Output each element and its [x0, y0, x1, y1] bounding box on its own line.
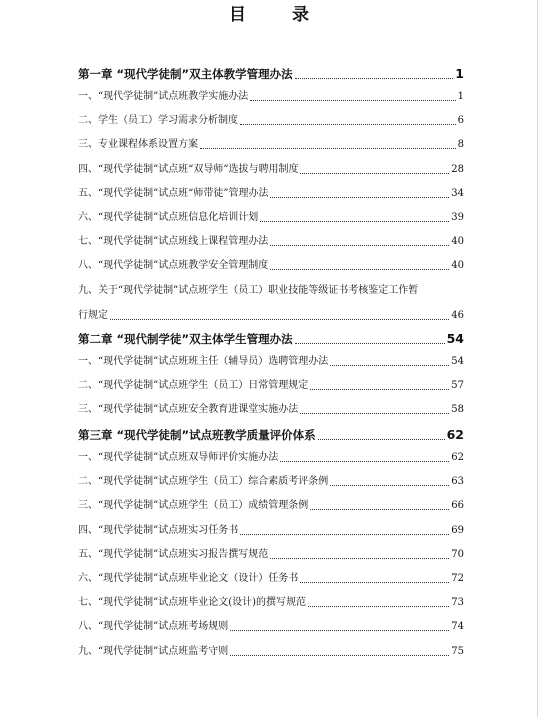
- dot-leader: [270, 558, 449, 559]
- dot-leader: [300, 413, 449, 414]
- toc-page-number: 75: [451, 645, 464, 657]
- dot-leader: [310, 509, 449, 510]
- dot-leader: [230, 630, 449, 631]
- toc-page-number: 40: [451, 260, 464, 272]
- dot-leader: [295, 78, 454, 79]
- toc-page-number: 74: [451, 621, 464, 633]
- toc-entry-label-line2: 行规定: [78, 309, 108, 321]
- toc-entry-label: 八、“现代学徒制”试点班教学安全管理制度: [78, 260, 269, 272]
- toc-entry[interactable]: [78, 355, 464, 369]
- toc-chapter-heading[interactable]: [78, 331, 464, 347]
- toc-entry[interactable]: [78, 451, 464, 465]
- toc-entry-label: 二、“现代学徒制”试点班学生（员工）日常管理规定: [78, 379, 309, 391]
- toc-entry-label: 六、“现代学徒制”试点班信息化培训计划: [78, 211, 259, 223]
- toc-entry[interactable]: [78, 259, 464, 273]
- toc-entry[interactable]: [78, 163, 464, 177]
- toc-page-number: 1: [457, 91, 464, 102]
- dot-leader: [260, 221, 449, 222]
- toc-page-number: 1: [455, 66, 464, 81]
- toc-entry-label: 一、“现代学徒制”试点班双导师评价实施办法: [78, 452, 279, 464]
- toc-entry[interactable]: [78, 211, 464, 225]
- dot-leader: [250, 100, 455, 101]
- toc-page-number: 58: [451, 403, 464, 415]
- toc-entry-label: 九、“现代学徒制”试点班监考守则: [78, 645, 229, 657]
- toc-entry[interactable]: [78, 572, 464, 586]
- toc-chapter-label: 第一章 “现代学徒制”双主体教学管理办法: [78, 67, 293, 81]
- dot-leader: [240, 534, 449, 535]
- dot-leader: [330, 365, 449, 366]
- toc-page-number: 39: [451, 211, 464, 223]
- toc-entry-label: 三、“现代学徒制”试点班学生（员工）成绩管理条例: [78, 500, 309, 512]
- toc-page-number: 73: [451, 597, 464, 609]
- dot-leader: [200, 148, 456, 149]
- toc-page-number: 62: [446, 427, 464, 443]
- dot-leader: [270, 245, 449, 246]
- toc-page-number: 57: [451, 379, 464, 391]
- toc-entry[interactable]: [78, 499, 464, 513]
- dot-leader: [330, 485, 449, 486]
- toc-entry-label: 八、“现代学徒制”试点班考场规则: [78, 621, 229, 633]
- dot-leader: [270, 269, 449, 270]
- dot-leader: [110, 319, 449, 320]
- toc-entry-row: [78, 309, 464, 323]
- toc-entry[interactable]: [78, 90, 464, 104]
- toc-entry-label: 三、“现代学徒制”试点班安全教育进课堂实施办法: [78, 403, 299, 415]
- toc-entry[interactable]: [78, 187, 464, 201]
- toc-chapter-label: 第三章 “现代学徒制”试点班教学质量评价体系: [78, 428, 316, 443]
- toc-chapter-heading[interactable]: [78, 66, 464, 82]
- toc-page-number: 8: [457, 139, 464, 151]
- toc-entry-label: 一、“现代学徒制”试点班教学实施办法: [78, 91, 249, 102]
- toc-entry-label: 七、“现代学徒制”试点班毕业论文(设计)的撰写规范: [78, 597, 307, 609]
- toc-page-number: 54: [446, 330, 464, 346]
- toc-entry[interactable]: [78, 620, 464, 634]
- toc-page-number: 46: [451, 309, 464, 321]
- toc-entry-label: 四、“现代学徒制”试点班“双导师”选拔与聘用制度: [78, 163, 299, 175]
- dot-leader: [310, 389, 449, 390]
- toc-page-number: 62: [451, 452, 464, 464]
- toc-entry-label: 二、“现代学徒制”试点班学生（员工）综合素质考评条例: [78, 476, 329, 488]
- table-of-contents: [78, 66, 464, 669]
- toc-page-number: 63: [451, 476, 464, 488]
- dot-leader: [280, 461, 449, 462]
- toc-page-number: 66: [451, 500, 464, 512]
- toc-entry[interactable]: [78, 138, 464, 152]
- toc-entry[interactable]: [78, 114, 464, 128]
- toc-entry[interactable]: [78, 379, 464, 393]
- toc-page-number: 72: [451, 573, 464, 584]
- dot-leader: [230, 655, 449, 656]
- toc-entry-label: 七、“现代学徒制”试点班线上课程管理办法: [78, 236, 269, 248]
- toc-entry-label-line1: 九、关于“现代学徒制”试点班学生（员工）职业技能等级证书考核鉴定工作暂: [78, 284, 419, 296]
- toc-page-number: 40: [451, 236, 464, 248]
- toc-entry-label: 二、学生（员工）学习需求分析制度: [78, 115, 238, 127]
- toc-page-number: 54: [451, 355, 464, 367]
- toc-entry-label: 五、“现代学徒制”试点班“师带徒”管理办法: [78, 187, 269, 199]
- dot-leader: [300, 582, 449, 583]
- toc-page-number: 69: [451, 524, 464, 536]
- toc-entry-label: 四、“现代学徒制”试点班实习任务书: [78, 524, 239, 536]
- toc-page-number: 28: [451, 163, 464, 175]
- dot-leader: [300, 173, 449, 174]
- toc-entry[interactable]: [78, 235, 464, 249]
- toc-page-number: 34: [451, 187, 464, 199]
- toc-entry-label: 六、“现代学徒制”试点班毕业论文（设计）任务书: [78, 573, 299, 584]
- toc-entry[interactable]: [78, 596, 464, 610]
- toc-entry-label: 三、专业课程体系设置方案: [78, 139, 198, 151]
- toc-chapter-label: 第二章 “现代制学徒”双主体学生管理办法: [78, 331, 293, 346]
- toc-entry[interactable]: [78, 548, 464, 562]
- toc-entry-label: 一、“现代学徒制”试点班班主任（辅导员）选聘管理办法: [78, 355, 329, 367]
- dot-leader: [308, 606, 449, 607]
- toc-title: 目 录: [229, 5, 329, 25]
- toc-entry[interactable]: [78, 403, 464, 417]
- dot-leader: [240, 124, 456, 125]
- dot-leader: [318, 439, 445, 440]
- toc-entry-multiline[interactable]: [78, 284, 464, 323]
- toc-page-number: 70: [451, 548, 464, 560]
- toc-chapter-heading[interactable]: [78, 427, 464, 443]
- toc-entry-label: 五、“现代学徒制”试点班实习报告撰写规范: [78, 548, 269, 560]
- toc-entry[interactable]: [78, 645, 464, 659]
- toc-entry[interactable]: [78, 475, 464, 489]
- dot-leader: [270, 197, 449, 198]
- toc-entry[interactable]: [78, 524, 464, 538]
- toc-page-number: 6: [457, 115, 464, 127]
- dot-leader: [295, 343, 445, 344]
